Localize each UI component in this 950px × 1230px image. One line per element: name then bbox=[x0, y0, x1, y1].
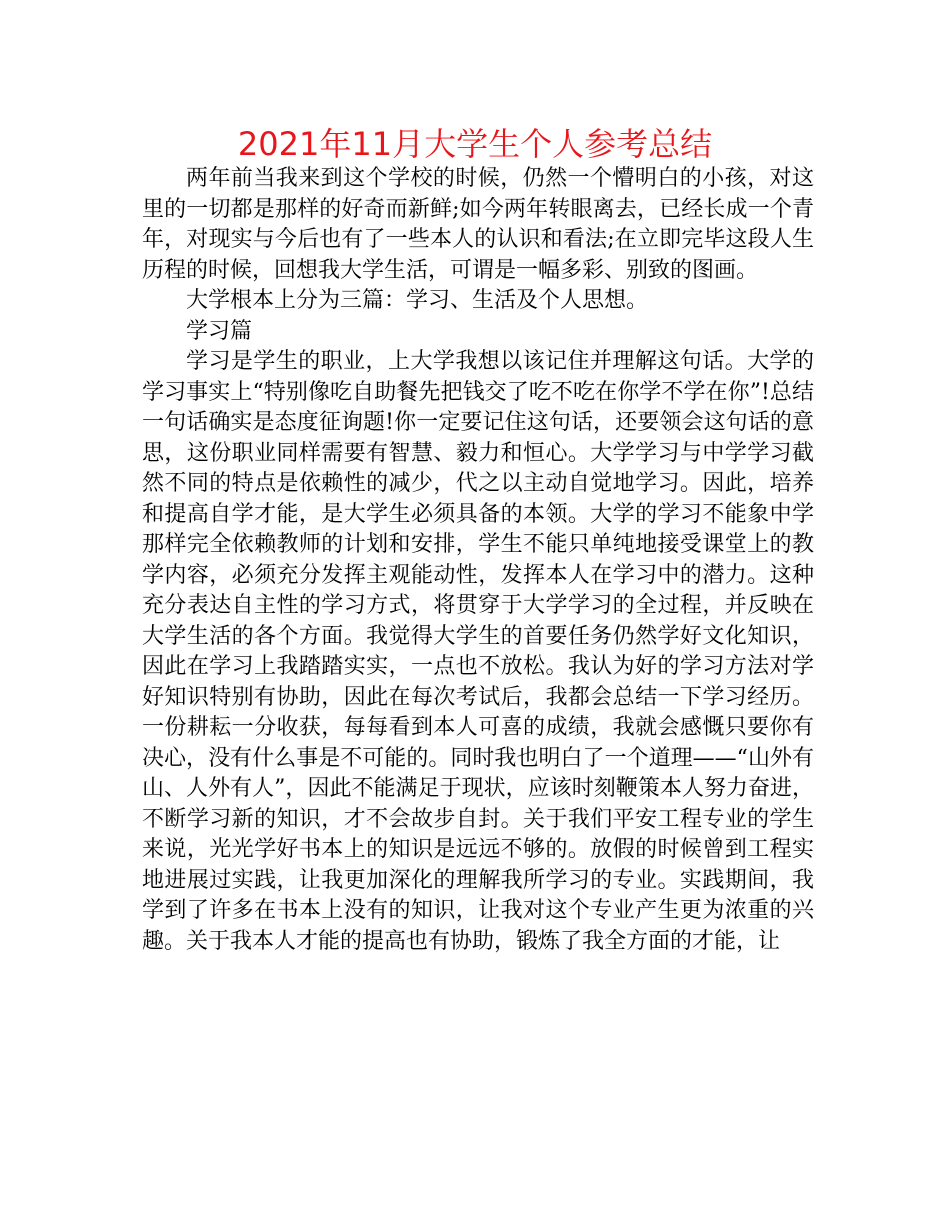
document-body bbox=[142, 164, 814, 957]
paragraph-study: 学习是学生的职业，上大学我想以该记住并理解这句话。大学的学习事实上“特别像吃自助餐先把钱交了吃不吃在你学不学在你”!总结一句话确实是态度征询题!你一定要记住这句话，还要领会这句话的意思，这份职业同样需要有智慧、毅力和恒心。大学学习与中学学习截然不同的特点是依赖性的减少，代之以主动自觉地学习。因此，培养和提高自学才能，是大学生必须具备的本领。大学的学习不能象中学那样完全依赖教师的计划和安排，学生不能只单纯地接受课堂上的教学内容，必须充分发挥主观能动性，发挥本人在学习中的潜力。这种充分表达自主性的学习方式，将贯穿于大学学习的全过程，并反映在大学生活的各个方面。我觉得大学生的首要任务仍然学好文化知识，因此在学习上我踏踏实实，一点也不放松。我认为好的学习方法对学好知识特别有协助，因此在每次考试后，我都会总结一下学习经历。一份耕耘一分收获，每每看到本人可喜的成绩，我就会感慨只要你有决心，没有什么事是不可能的。同时我也明白了一个道理——“山外有山、人外有人”，因此不能满足于现状，应该时刻鞭策本人努力奋进，不断学习新的知识，才不会故步自封。关于我们平安工程专业的学生来说，光光学好书本上的知识是远远不够的。放假的时候曾到工程实地进展过实践，让我更加深化的理解我所学习的专业。实践期间，我学到了许多在书本上没有的知识，让我对这个专业产生更为浓重的兴趣。关于我本人才能的提高也有协助，锻炼了我全方面的才能，让 bbox=[142, 349, 814, 954]
section-heading-study: 学习篇 bbox=[186, 318, 253, 344]
paragraph-outline: 大学根本上分为三篇：学习、生活及个人思想。 bbox=[186, 288, 649, 313]
paragraph-intro: 两年前当我来到这个学校的时候，仍然一个懵明白的小孩，对这里的一切都是那样的好奇而新鲜;如今两年转眼离去，已经长成一个青年，对现实与今后也有了一些本人的认识和看法;在立即完毕这段人生历程的时候，回想我大学生活，可谓是一幅多彩、别致的图画。 bbox=[142, 166, 814, 283]
document-title: 2021年11月大学生个人参考总结 bbox=[237, 125, 713, 163]
